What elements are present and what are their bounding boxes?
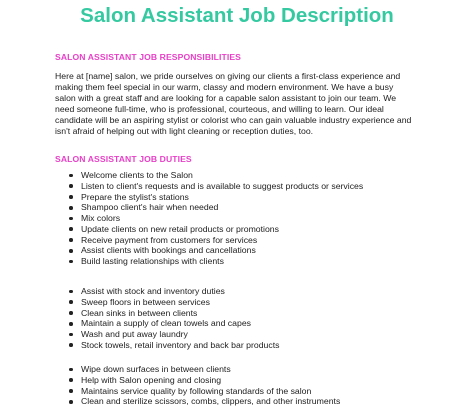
bullet-icon [69, 311, 73, 315]
duty-item [55, 224, 455, 235]
duties-heading: SALON ASSISTANT JOB DUTIES [55, 154, 192, 164]
duty-item [55, 192, 455, 203]
bullet-icon [69, 174, 73, 178]
duty-item [55, 297, 455, 308]
duty-item [55, 235, 455, 246]
duty-item [55, 213, 455, 224]
duty-text: Clean and sterilize scissors, combs, clippers, and other instruments [81, 396, 341, 407]
duties-list-3 [55, 364, 455, 407]
page-title: Salon Assistant Job Description [80, 4, 394, 27]
duty-text: Stock towels, retail inventory and back bar products [81, 339, 280, 350]
duty-text: Maintain a supply of clean towels and capes [81, 318, 251, 329]
bullet-icon [69, 322, 73, 326]
bullet-icon [69, 195, 73, 199]
bullet-icon [69, 378, 73, 382]
duties-list-2 [55, 286, 455, 351]
duty-text: Wash and put away laundry [81, 329, 188, 339]
duty-text: Update clients on new retail products or promotions [81, 223, 279, 234]
duty-text: Shampoo client's hair when needed [81, 202, 219, 213]
bullet-icon [69, 343, 73, 347]
duty-text: Prepare the stylist's stations [81, 191, 189, 202]
duty-text: Maintains service quality by following standards of the salon [81, 385, 312, 396]
duty-text: Assist with stock and inventory duties [81, 286, 225, 296]
duty-item [55, 318, 455, 329]
duty-item [55, 245, 455, 256]
duty-item [55, 396, 455, 407]
duty-item [55, 375, 455, 386]
duty-text: Sweep floors in between services [81, 296, 210, 307]
responsibilities-heading: SALON ASSISTANT JOB RESPONSIBILITIES [55, 52, 241, 62]
duty-text: Welcome clients to the Salon [81, 170, 193, 180]
duty-item [55, 202, 455, 213]
duties-list-1 [55, 170, 455, 267]
bullet-icon [69, 389, 73, 393]
duty-item [55, 386, 455, 397]
bullet-icon [69, 238, 73, 242]
duty-item [55, 286, 455, 297]
duty-text: Wipe down surfaces in between clients [81, 364, 231, 374]
bullet-icon [69, 206, 73, 210]
bullet-icon [69, 184, 73, 188]
duty-text: Clean sinks in between clients [81, 307, 198, 318]
bullet-icon [69, 227, 73, 231]
duty-item [55, 340, 455, 351]
duty-item [55, 170, 455, 181]
duty-text: Receive payment from customers for services [81, 234, 258, 245]
duty-text: Listen to client's requests and is available to suggest products or services [81, 180, 364, 191]
duty-item [55, 181, 455, 192]
duty-text: Help with Salon opening and closing [81, 374, 222, 385]
duty-item [55, 256, 455, 267]
duty-item [55, 364, 455, 375]
bullet-icon [69, 249, 73, 253]
bullet-icon [69, 260, 73, 264]
bullet-icon [69, 300, 73, 304]
duty-text: Mix colors [81, 213, 121, 223]
bullet-icon [69, 400, 73, 404]
duty-item [55, 308, 455, 319]
intro-paragraph: Here at [name] salon, we pride ourselves on giving our clients a first-class experience and making them feel special in our warm, classy and modern environment. We have a busy salon with a great staff and are looking for a capable salon assistant to join our team. We need someone full-time, who is professional, courteous, and willing to learn. Our ideal candidate will be an aspiring stylist or colorist who can gain valuable industry experience and isn't afraid of helping out with light cleaning or reception duties, too. [55, 71, 412, 136]
bullet-icon [69, 368, 73, 372]
duty-text: Build lasting relationships with clients [81, 256, 224, 266]
bullet-icon [69, 290, 73, 294]
bullet-icon [69, 217, 73, 221]
duty-item [55, 329, 455, 340]
bullet-icon [69, 333, 73, 337]
duty-text: Assist clients with bookings and cancellations [81, 245, 256, 256]
